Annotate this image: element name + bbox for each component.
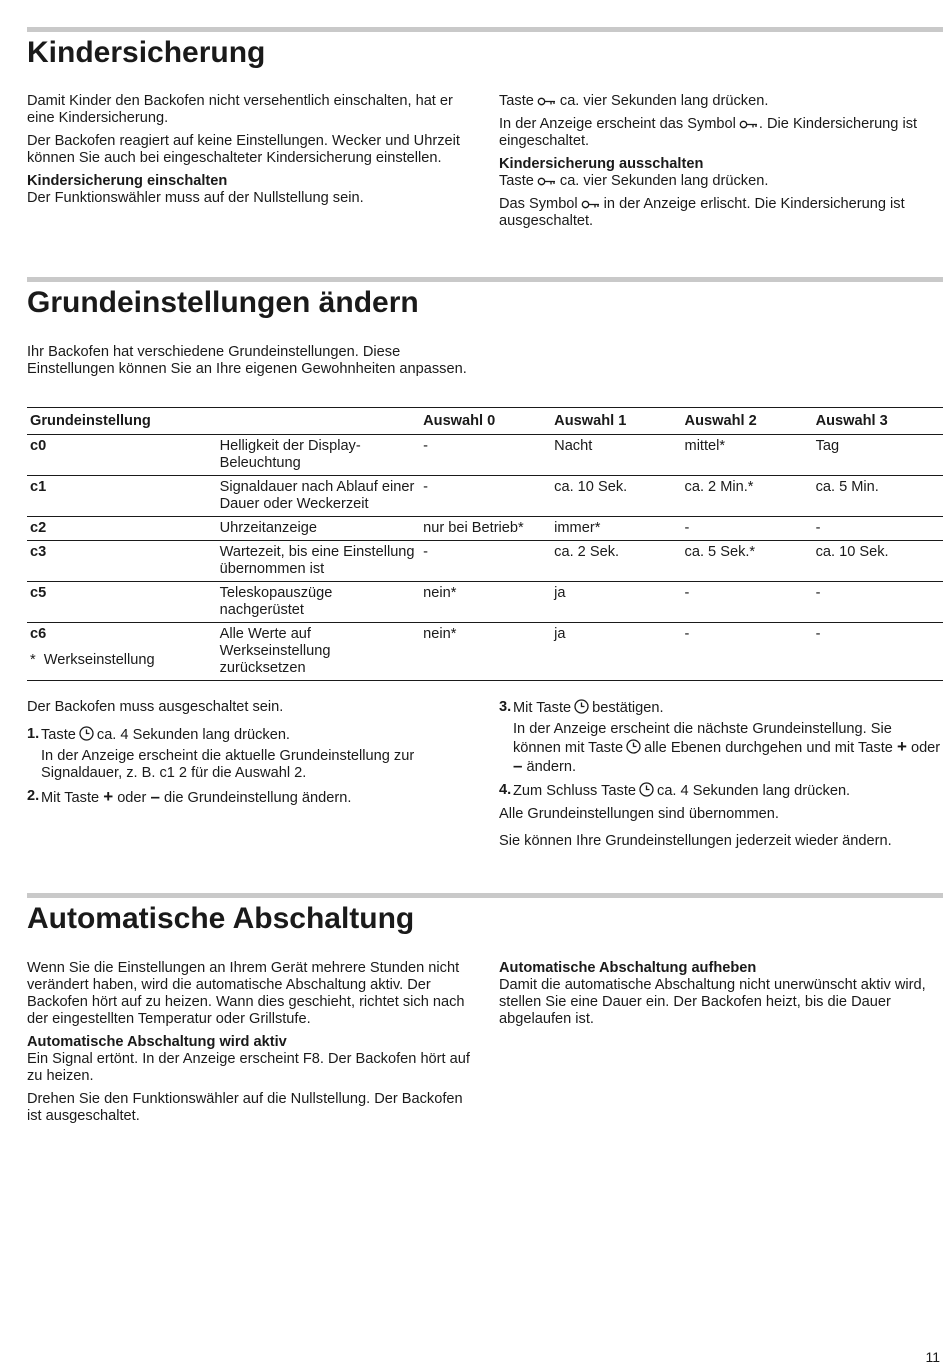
- setting-code: c1: [27, 476, 217, 517]
- section-rule: [27, 27, 943, 32]
- minus-icon: –: [150, 787, 160, 806]
- kindersicherung-left-column: [27, 93, 472, 213]
- paragraph: Der Funktionswähler muss auf der Nullstellung sein.: [27, 190, 364, 206]
- table-header: Auswahl 1: [551, 408, 681, 435]
- setting-description: Alle Werte auf Werkseinstellung zurücksetzen: [217, 623, 421, 681]
- list-item: 1. Taste ca. 4 Sekunden lang drücken. In der Anzeige erscheint die aktuelle Grundeinstellung zur Signaldauer, z. B. c1 2 für die Auswahl 2.: [27, 726, 472, 782]
- paragraph: Sie können Ihre Grundeinstellungen jederzeit wieder ändern.: [499, 833, 892, 849]
- subheading: Automatische Abschaltung wird aktiv: [27, 1034, 287, 1050]
- table-cell: nur bei Betrieb*: [420, 517, 551, 541]
- abschaltung-left-column: [27, 960, 472, 1131]
- table-cell: Tag: [813, 435, 943, 476]
- table-cell: -: [420, 476, 551, 517]
- table-cell: ja: [551, 623, 681, 681]
- table-header: Auswahl 0: [420, 408, 551, 435]
- key-icon: [537, 176, 557, 187]
- key-icon: [537, 96, 557, 107]
- table-cell: -: [813, 517, 943, 541]
- table-cell: -: [813, 582, 943, 623]
- steps-list: [27, 726, 472, 807]
- section-title-kindersicherung: Kindersicherung: [27, 36, 266, 69]
- paragraph: Damit Kinder den Backofen nicht versehentlich einschalten, hat er eine Kindersicherung.: [27, 93, 453, 126]
- paragraph: In der Anzeige erscheint das Symbol . Die Kindersicherung ist eingeschaltet.: [499, 116, 918, 149]
- list-item: 3. Mit Taste bestätigen. In der Anzeige erscheint die nächste Grundeinstellung. Sie können mit Taste alle Ebenen durchgehen und mit Taste + oder – ändern.: [499, 699, 943, 776]
- section-title-automatische-abschaltung: Automatische Abschaltung: [27, 902, 415, 935]
- table-cell: -: [813, 623, 943, 681]
- table-header-row: [27, 408, 943, 435]
- minus-icon: –: [513, 756, 523, 775]
- plus-icon: +: [103, 787, 114, 806]
- table-cell: nein*: [420, 623, 551, 681]
- clock-icon: [574, 699, 589, 714]
- paragraph: Taste ca. vier Sekunden lang drücken.: [499, 173, 769, 189]
- paragraph: Der Backofen muss ausgeschaltet sein.: [27, 699, 284, 715]
- kindersicherung-right-column: [499, 93, 943, 236]
- paragraph: Wenn Sie die Einstellungen an Ihrem Gerät mehrere Stunden nicht verändert haben, wird die automatische Abschaltung aktiv. Der Backofen hört auf zu heizen. Wann dies geschieht, richtet sich nach der eingestellten Temperatur oder Grillstufe.: [27, 960, 465, 1027]
- settings-table: [27, 407, 943, 681]
- section-title-grundeinstellungen: Grundeinstellungen ändern: [27, 286, 419, 319]
- setting-code: c5: [27, 582, 217, 623]
- table-header: Grundeinstellung: [27, 408, 420, 435]
- subheading: Kindersicherung einschalten: [27, 173, 228, 189]
- table-cell: ca. 2 Sek.: [551, 541, 681, 582]
- table-row: [27, 517, 943, 541]
- table-header: Auswahl 3: [813, 408, 943, 435]
- table-cell: ca. 10 Sek.: [551, 476, 681, 517]
- table-cell: -: [682, 582, 813, 623]
- table-cell: -: [420, 541, 551, 582]
- setting-description: Teleskopauszüge nachgerüstet: [217, 582, 421, 623]
- step-number: 3.: [499, 699, 512, 715]
- paragraph: Ein Signal ertönt. In der Anzeige erscheint F8. Der Backofen hört auf zu heizen.: [27, 1051, 470, 1084]
- setting-description: Wartezeit, bis eine Einstellung übernommen ist: [217, 541, 421, 582]
- table-cell: -: [682, 623, 813, 681]
- step-detail: In der Anzeige erscheint die nächste Grundeinstellung. Sie können mit Taste alle Ebenen durchgehen und mit Taste + oder – ändern.: [513, 721, 941, 775]
- table-row: [27, 476, 943, 517]
- footnote: * Werkseinstellung: [30, 652, 155, 668]
- key-icon: [739, 119, 759, 130]
- table-cell: mittel*: [682, 435, 813, 476]
- table-row: [27, 541, 943, 582]
- subheading: Kindersicherung ausschalten: [499, 156, 704, 172]
- paragraph: Damit die automatische Abschaltung nicht unerwünscht aktiv wird, stellen Sie eine Dauer ein. Der Backofen heizt, bis die Dauer abgelaufen ist.: [499, 977, 926, 1027]
- table-cell: ca. 5 Sek.*: [682, 541, 813, 582]
- steps-list: [499, 699, 943, 800]
- list-item: 2. Mit Taste + oder – die Grundeinstellung ändern.: [27, 787, 352, 806]
- table-cell: nein*: [420, 582, 551, 623]
- table-cell: ca. 2 Min.*: [682, 476, 813, 517]
- list-item: 4. Zum Schluss Taste ca. 4 Sekunden lang drücken.: [499, 782, 851, 799]
- table-row: [27, 623, 943, 681]
- plus-icon: +: [896, 737, 907, 756]
- table-row: [27, 435, 943, 476]
- paragraph: Das Symbol in der Anzeige erlischt. Die Kindersicherung ist ausgeschaltet.: [499, 196, 905, 229]
- key-icon: [581, 199, 601, 210]
- table-cell: immer*: [551, 517, 681, 541]
- setting-description: Helligkeit der Display-Beleuchtung: [217, 435, 421, 476]
- table-cell: ca. 5 Min.: [813, 476, 943, 517]
- step-detail: In der Anzeige erscheint die aktuelle Grundeinstellung zur Signaldauer, z. B. c1 2 für die Auswahl 2.: [41, 748, 415, 781]
- paragraph: Alle Grundeinstellungen sind übernommen.: [499, 806, 779, 822]
- table-cell: ca. 10 Sek.: [813, 541, 943, 582]
- setting-code: c2: [27, 517, 217, 541]
- paragraph: Drehen Sie den Funktionswähler auf die Nullstellung. Der Backofen ist ausgeschaltet.: [27, 1091, 463, 1124]
- setting-code: c6: [27, 623, 217, 681]
- section-rule: [27, 277, 943, 282]
- step-number: 2.: [27, 788, 40, 804]
- table-cell: -: [420, 435, 551, 476]
- abschaltung-right-column: [499, 960, 943, 1034]
- table-cell: ja: [551, 582, 681, 623]
- setting-code: c0: [27, 435, 217, 476]
- step-number: 1.: [27, 726, 40, 742]
- table-header: Auswahl 2: [682, 408, 813, 435]
- setting-code: c3: [27, 541, 217, 582]
- subheading: Automatische Abschaltung aufheben: [499, 960, 757, 976]
- table-row: [27, 582, 943, 623]
- setting-description: Signaldauer nach Ablauf einer Dauer oder Weckerzeit: [217, 476, 421, 517]
- table-cell: Nacht: [551, 435, 681, 476]
- setting-description: Uhrzeitanzeige: [217, 517, 421, 541]
- grundeinstellungen-left-column: [27, 699, 472, 813]
- grundeinstellungen-intro: [27, 344, 467, 384]
- clock-icon: [639, 782, 654, 797]
- paragraph: Der Backofen reagiert auf keine Einstellungen. Wecker und Uhrzeit können Sie auch bei eingeschalteter Kindersicherung einstellen.: [27, 133, 460, 166]
- paragraph: Ihr Backofen hat verschiedene Grundeinstellungen. Diese Einstellungen können Sie an Ihre eigenen Gewohnheiten anpassen.: [27, 344, 467, 377]
- section-rule: [27, 893, 943, 898]
- page-number: 11: [925, 1349, 940, 1365]
- step-number: 4.: [499, 782, 512, 798]
- clock-icon: [79, 726, 94, 741]
- clock-icon: [626, 739, 641, 754]
- paragraph: Taste ca. vier Sekunden lang drücken.: [499, 93, 769, 109]
- table-cell: -: [682, 517, 813, 541]
- grundeinstellungen-right-column: [499, 699, 943, 856]
